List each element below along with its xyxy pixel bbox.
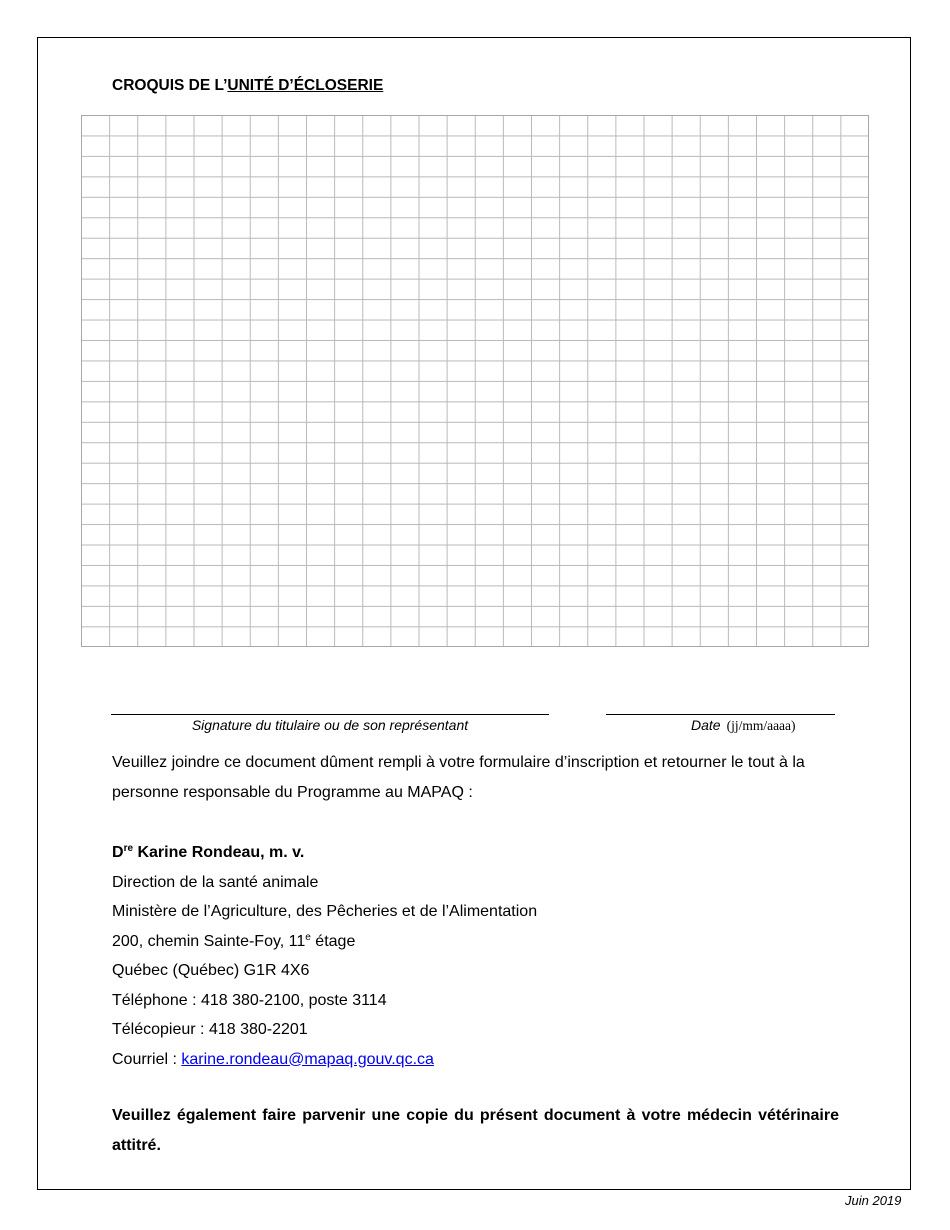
email-link[interactable]: karine.rondeau@mapaq.gouv.qc.ca bbox=[181, 1050, 434, 1068]
title-underlined: UNITÉ D’ÉCLOSERIE bbox=[227, 77, 384, 94]
contact-phone: Téléphone : 418 380-2100, poste 3114 bbox=[112, 991, 387, 1009]
signature-label: Signature du titulaire ou de son représentant bbox=[191, 717, 469, 733]
date-label-text: Date bbox=[691, 717, 721, 733]
vet-copy-note: Veuillez également faire parvenir une copie du présent document à votre médecin vétérinaire attitré. bbox=[112, 1107, 839, 1154]
street-sup: e bbox=[305, 931, 311, 943]
instructions-paragraph: Veuillez joindre ce document dûment rempli à votre formulaire d’inscription et retourner le tout à la personne responsable du Programme au MAPAQ : bbox=[112, 754, 805, 801]
contact-block bbox=[112, 838, 537, 1074]
sketch-grid[interactable] bbox=[81, 115, 869, 647]
title-prefix: CROQUIS DE L’ bbox=[112, 77, 228, 94]
contact-street bbox=[112, 927, 537, 957]
date-label bbox=[691, 717, 796, 734]
contact-ministry: Ministère de l’Agriculture, des Pêcheries et de l’Alimentation bbox=[112, 903, 538, 920]
street-post: étage bbox=[310, 932, 356, 950]
footer-date: Juin 2019 bbox=[845, 1193, 902, 1208]
contact-city: Québec (Québec) G1R 4X6 bbox=[112, 962, 310, 979]
street-pre: 200, chemin Sainte-Foy, 11 bbox=[112, 932, 306, 950]
contact-title-sup: re bbox=[123, 843, 134, 854]
contact-name-text: Karine Rondeau, m. v. bbox=[137, 844, 305, 861]
contact-email-row bbox=[112, 1045, 537, 1075]
signature-line[interactable] bbox=[111, 714, 549, 715]
email-label: Courriel : bbox=[112, 1050, 182, 1068]
page-title bbox=[112, 77, 383, 95]
contact-title-prefix: D bbox=[112, 844, 124, 861]
contact-fax: Télécopieur : 418 380-2201 bbox=[112, 1021, 308, 1038]
contact-department: Direction de la santé animale bbox=[112, 873, 319, 891]
date-line[interactable] bbox=[606, 714, 835, 715]
contact-name bbox=[112, 838, 537, 868]
date-format: (jj/mm/aaaa) bbox=[726, 718, 796, 733]
